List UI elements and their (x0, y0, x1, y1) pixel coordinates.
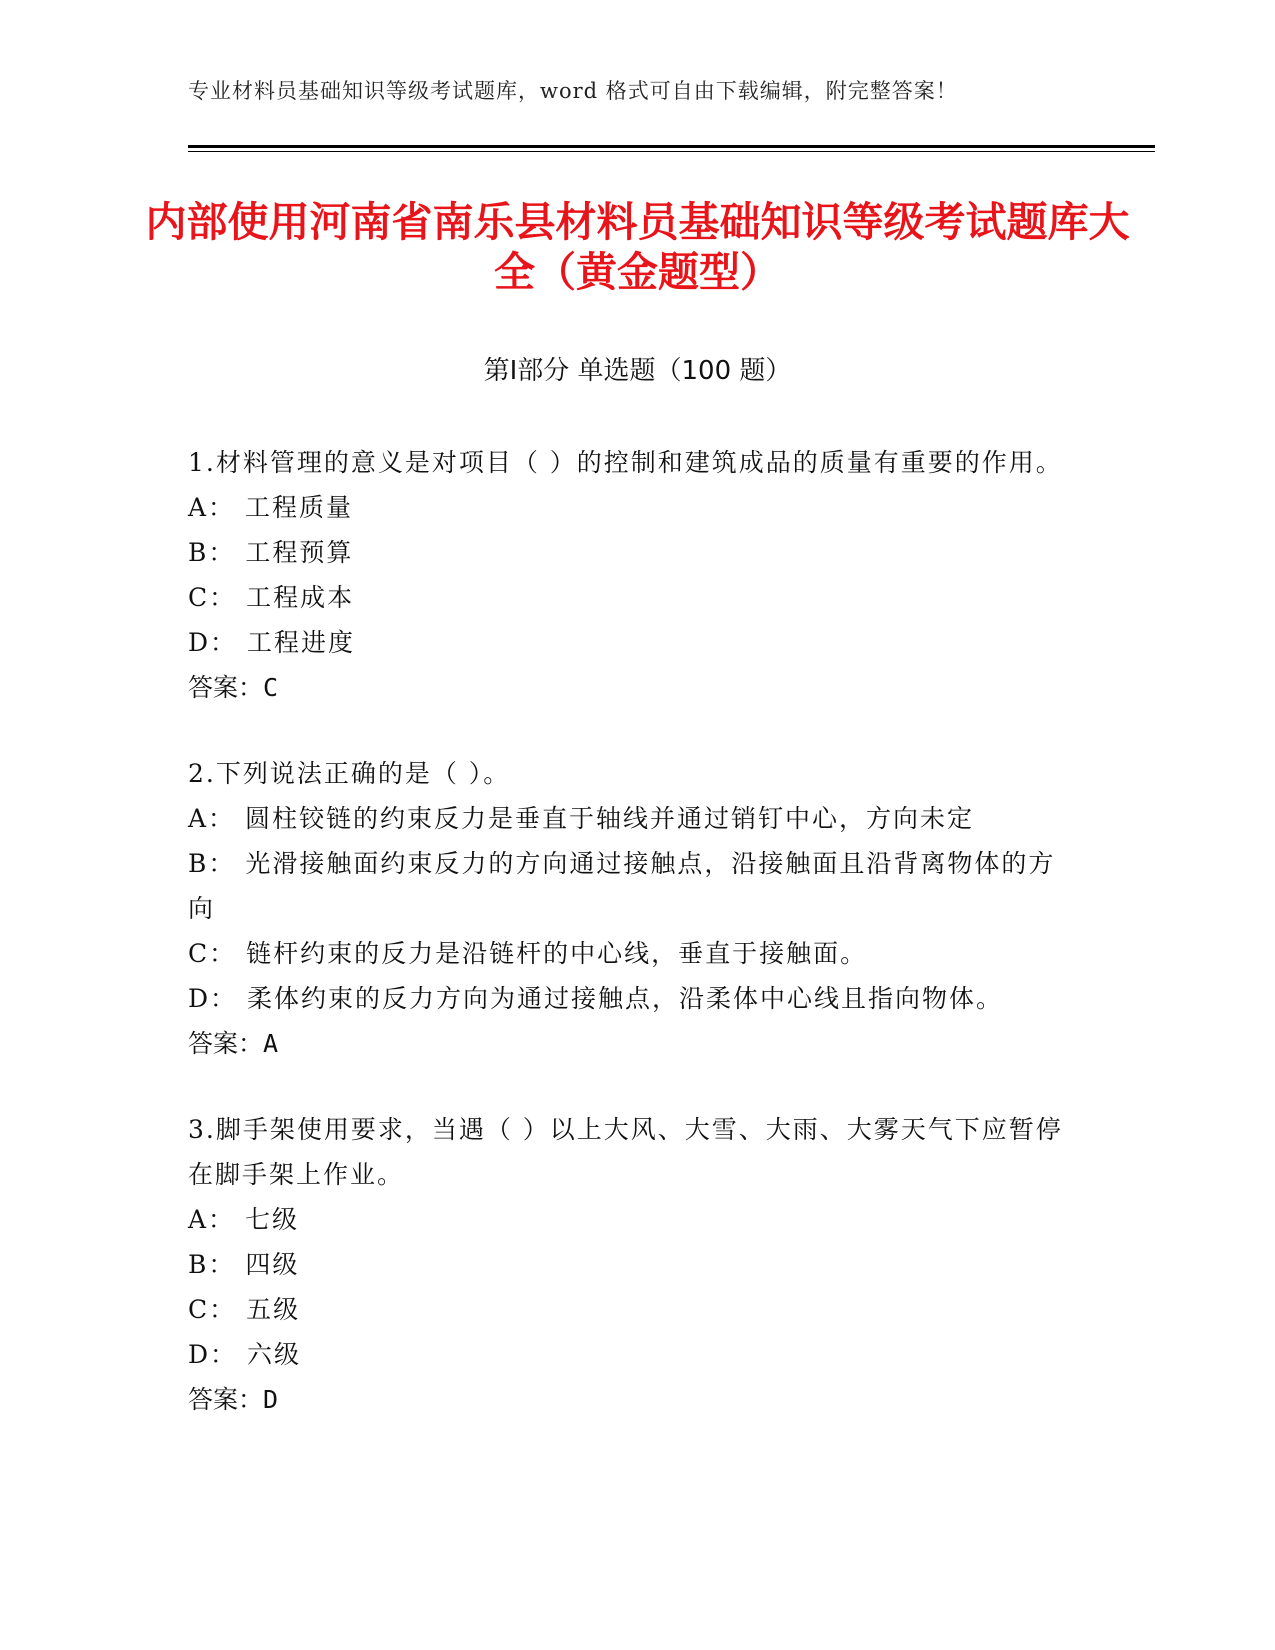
option-a: A： 圆柱铰链的约束反力是垂直于轴线并通过销钉中心，方向未定 (188, 804, 975, 833)
option-c: C： 工程成本 (188, 583, 355, 612)
answer-line (188, 1377, 1068, 1422)
document-title: 内部使用河南省南乐县材料员基础知识等级考试题库大全（黄金题型） (145, 198, 1130, 296)
question-2 (188, 751, 1068, 1066)
option-d: D： 工程进度 (188, 628, 355, 657)
option-b: B： 光滑接触面约束反力的方向通过接触点，沿接触面且沿背离物体的方向 (188, 849, 1056, 923)
answer-value: C (263, 673, 279, 702)
answer-value: A (263, 1029, 279, 1058)
header-rule-thick (188, 145, 1155, 148)
answer-line (188, 1021, 1068, 1066)
option-c: C： 五级 (188, 1295, 301, 1324)
section-title: 第Ⅰ部分 单选题（100 题） (483, 356, 792, 386)
header-rule-thin (188, 151, 1155, 152)
option-a: A： 七级 (188, 1205, 300, 1234)
answer-label: 答案： (188, 1385, 264, 1414)
option-d: D： 柔体约束的反力方向为通过接触点，沿柔体中心线且指向物体。 (188, 984, 1003, 1013)
option-d: D： 六级 (188, 1340, 301, 1369)
option-c: C： 链杆约束的反力是沿链杆的中心线，垂直于接触面。 (188, 939, 868, 968)
header-note: 专业材料员基础知识等级考试题库，word 格式可自由下载编辑，附完整答案！ (188, 79, 958, 103)
answer-value: D (263, 1385, 279, 1414)
answer-label: 答案： (188, 1029, 264, 1058)
question-stem: 1.材料管理的意义是对项目（ ）的控制和建筑成品的质量有重要的作用。 (188, 448, 1063, 477)
option-b: B： 工程预算 (188, 538, 354, 567)
question-list (188, 440, 1068, 1463)
option-b: B： 四级 (188, 1250, 300, 1279)
answer-line (188, 665, 1068, 710)
question-3 (188, 1107, 1068, 1422)
question-stem: 2.下列说法正确的是（ ）。 (188, 759, 511, 788)
question-1 (188, 440, 1068, 710)
question-stem: 3.脚手架使用要求，当遇（ ）以上大风、大雪、大雨、大雾天气下应暂停在脚手架上作业。 (188, 1115, 1063, 1189)
answer-label: 答案： (188, 673, 264, 702)
option-a: A： 工程质量 (188, 493, 354, 522)
